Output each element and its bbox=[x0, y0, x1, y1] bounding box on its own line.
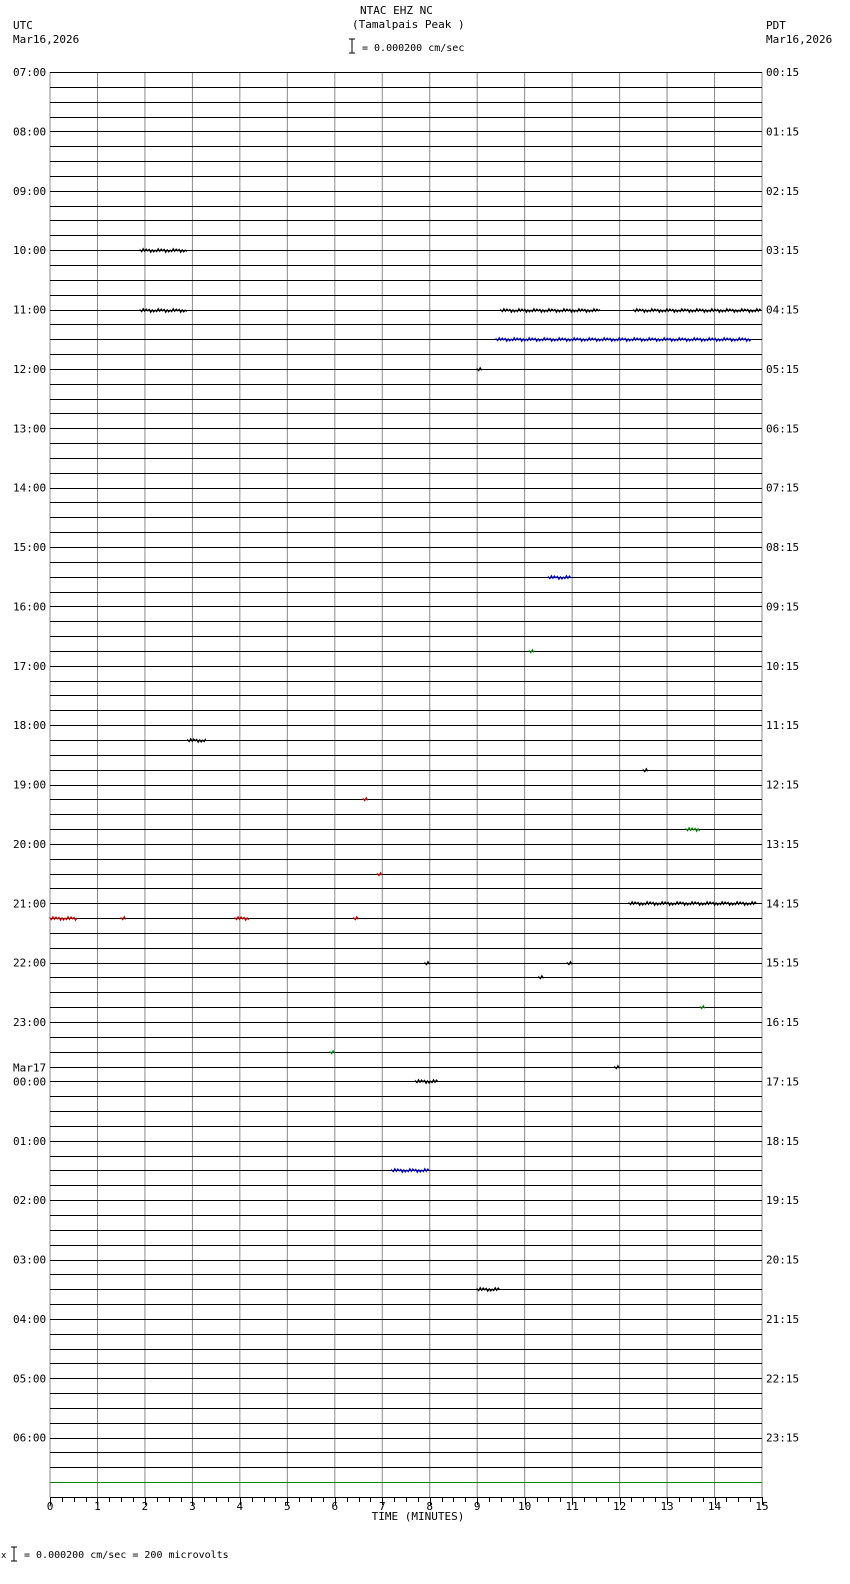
local-hour-label: 22:15 bbox=[766, 1372, 800, 1386]
utc-hour-label: 08:00 bbox=[13, 125, 47, 139]
local-hour-label: 17:15 bbox=[766, 1075, 800, 1089]
local-hour-label: 07:15 bbox=[766, 481, 800, 495]
utc-hour-label: 09:00 bbox=[13, 184, 47, 198]
local-hour-label: 12:15 bbox=[766, 778, 800, 792]
trace-activity bbox=[425, 962, 430, 965]
x-tick-label: 11 bbox=[565, 1500, 579, 1513]
utc-hour-label: 20:00 bbox=[13, 837, 47, 851]
plot-grid bbox=[50, 72, 762, 1498]
local-hour-label: 03:15 bbox=[766, 244, 800, 258]
trace-activity bbox=[629, 902, 757, 906]
x-tick-label: 10 bbox=[518, 1500, 532, 1513]
utc-hour-label: 15:00 bbox=[13, 541, 47, 554]
utc-hour-label: 07:00 bbox=[13, 66, 47, 79]
local-hour-label: 23:15 bbox=[766, 1431, 800, 1445]
trace-activity bbox=[501, 309, 600, 313]
utc-hour-label: 00:00 bbox=[13, 1075, 47, 1089]
trace-activity bbox=[567, 962, 572, 965]
utc-hour-label: 17:00 bbox=[13, 659, 47, 673]
x-tick-label: 13 bbox=[660, 1500, 674, 1513]
utc-hour-label: 06:00 bbox=[13, 1431, 47, 1445]
x-axis-label: TIME (MINUTES) bbox=[371, 1510, 465, 1523]
local-hour-label: 06:15 bbox=[766, 422, 800, 436]
local-hour-label: 20:15 bbox=[766, 1253, 800, 1267]
site-title: (Tamalpais Peak ) bbox=[352, 18, 465, 31]
local-hour-label: 16:15 bbox=[766, 1016, 800, 1029]
local-hour-label: 19:15 bbox=[766, 1194, 800, 1208]
footer-scale-bar-icon bbox=[10, 1546, 18, 1562]
footer-scale-text: = 0.000200 cm/sec = 200 microvolts bbox=[24, 1550, 229, 1561]
trace-activity bbox=[363, 798, 368, 801]
utc-hour-label: 16:00 bbox=[13, 600, 47, 614]
local-hour-label: 13:15 bbox=[766, 837, 800, 851]
utc-hour-label: 11:00 bbox=[13, 303, 47, 317]
left-date: Mar16,2026 bbox=[13, 33, 80, 46]
trace-activity bbox=[330, 1051, 335, 1054]
utc-hour-label: 13:00 bbox=[13, 422, 47, 436]
trace-activity bbox=[529, 650, 534, 653]
left-timezone: UTC bbox=[13, 19, 33, 32]
trace-activity bbox=[700, 1006, 705, 1009]
local-hour-label: 18:15 bbox=[766, 1134, 800, 1148]
x-tick-label: 15 bbox=[755, 1500, 769, 1513]
trace-activity bbox=[378, 873, 383, 876]
x-tick-label: 6 bbox=[331, 1500, 339, 1513]
utc-hour-label: 14:00 bbox=[13, 481, 47, 495]
trace-activity bbox=[477, 1288, 500, 1292]
x-tick-label: 5 bbox=[284, 1500, 291, 1513]
utc-hour-label: 10:00 bbox=[13, 244, 47, 258]
scale-text: = 0.000200 cm/sec bbox=[362, 43, 465, 54]
utc-hour-label: 04:00 bbox=[13, 1312, 47, 1326]
local-hour-label: 09:15 bbox=[766, 600, 800, 614]
local-hour-label: 08:15 bbox=[766, 541, 800, 554]
utc-hour-label: 23:00 bbox=[13, 1016, 47, 1029]
trace-activity bbox=[496, 338, 751, 342]
trace-activity bbox=[548, 576, 571, 580]
trace-activity bbox=[634, 309, 762, 313]
utc-hour-label: 22:00 bbox=[13, 956, 47, 970]
trace-activity bbox=[121, 917, 126, 920]
x-tick-label: 9 bbox=[473, 1500, 481, 1513]
trace-activity bbox=[615, 1066, 620, 1069]
x-tick-label: 7 bbox=[378, 1500, 386, 1513]
utc-hour-label: 05:00 bbox=[13, 1372, 47, 1386]
local-hour-label: 21:15 bbox=[766, 1312, 800, 1326]
station-title: NTAC EHZ NC bbox=[360, 4, 433, 17]
local-hour-label: 04:15 bbox=[766, 303, 800, 317]
local-hour-label: 15:15 bbox=[766, 956, 800, 970]
trace-activity bbox=[416, 1080, 439, 1084]
trace-activity bbox=[188, 739, 206, 743]
trace-activity bbox=[354, 917, 359, 920]
local-hour-label: 05:15 bbox=[766, 362, 800, 376]
x-tick-label: 14 bbox=[707, 1500, 722, 1513]
x-tick-label: 3 bbox=[189, 1500, 196, 1513]
right-timezone: PDT bbox=[766, 19, 786, 32]
utc-hour-label: 02:00 bbox=[13, 1194, 47, 1208]
trace-activity bbox=[643, 769, 648, 772]
trace-activity bbox=[235, 917, 249, 921]
trace-activity bbox=[686, 828, 700, 832]
local-hour-label: 00:15 bbox=[766, 66, 800, 79]
x-tick-label: 0 bbox=[46, 1500, 54, 1513]
local-hour-label: 10:15 bbox=[766, 659, 800, 673]
x-tick-label: 2 bbox=[141, 1500, 149, 1513]
utc-hour-label: 01:00 bbox=[13, 1134, 47, 1148]
local-hour-label: 11:15 bbox=[766, 719, 800, 733]
trace-activity bbox=[477, 368, 482, 371]
x-tick-label: 8 bbox=[426, 1500, 434, 1513]
trace-activity bbox=[140, 249, 187, 253]
local-hour-label: 01:15 bbox=[766, 125, 800, 139]
trace-activity bbox=[140, 309, 187, 313]
date-change-label: Mar17 bbox=[13, 1061, 47, 1075]
x-axis bbox=[47, 1497, 769, 1523]
utc-hour-label: 21:00 bbox=[13, 897, 47, 911]
right-date: Mar16,2026 bbox=[766, 33, 833, 46]
utc-hour-label: 18:00 bbox=[13, 719, 47, 733]
x-tick-label: 1 bbox=[94, 1500, 101, 1513]
x-tick-label: 4 bbox=[236, 1500, 244, 1513]
local-hour-label: 02:15 bbox=[766, 184, 800, 198]
utc-hour-label: 03:00 bbox=[13, 1253, 47, 1267]
trace-activity bbox=[392, 1169, 430, 1173]
trace-activity bbox=[539, 976, 544, 979]
utc-hour-label: 12:00 bbox=[13, 362, 47, 376]
x-tick-label: 12 bbox=[612, 1500, 627, 1513]
utc-hour-label: 19:00 bbox=[13, 778, 47, 792]
local-hour-label: 14:15 bbox=[766, 897, 800, 911]
footer-scale-prefix: x bbox=[1, 1551, 7, 1561]
